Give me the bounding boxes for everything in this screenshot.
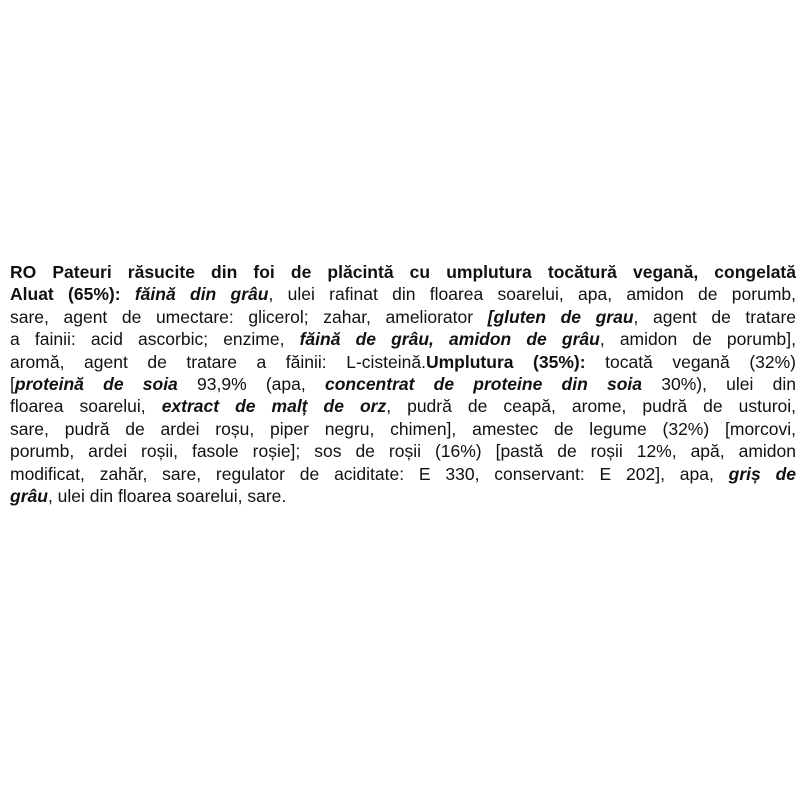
label-text: porumb, ardei roșii, fasole roșie]; sos de roșii (16%) [pastă de roșii 12%, apă, amidon (10, 441, 796, 462)
label-text: , agent de tratare (633, 306, 796, 327)
allergen-text: făină din grâu (134, 284, 269, 305)
allergen-text: concentrat de proteine din soia (324, 374, 643, 395)
heading-text: Aluat (65%): (10, 284, 135, 305)
label-text: sare, pudră de ardei roșu, piper negru, chimen], amestec de legume (32%) [morcovi, (10, 418, 796, 439)
label-line (10, 485, 796, 507)
heading-text: RO Pateuri răsucite din foi de plăcintă cu umplutura tocătură vegană, congelată (10, 262, 796, 282)
label-line (10, 328, 796, 350)
label-text: aromă, agent de tratare a făinii: L-cisteină. (10, 351, 426, 372)
label-text: , amidon de porumb], (599, 329, 796, 350)
label-text: , pudră de ceapă, arome, pudră de usturoi, (386, 396, 797, 417)
allergen-text: [gluten de grau (487, 306, 634, 327)
label-line (10, 306, 796, 328)
label-text: , ulei din floarea soarelui, sare. (47, 486, 287, 507)
label-text: tocată vegană (32%) (585, 351, 796, 372)
label-line (10, 351, 796, 373)
label-line (10, 463, 796, 485)
label-line (10, 418, 796, 440)
label-text: a fainii: acid ascorbic; enzime, (10, 329, 300, 350)
ingredient-label (10, 261, 796, 507)
label-line (10, 373, 796, 395)
heading-text: Umplutura (35%): (425, 351, 586, 372)
label-text: floarea soarelui, (10, 396, 162, 417)
allergen-text: făină de grâu, amidon de grâu (299, 329, 600, 350)
label-line (10, 440, 796, 462)
label-line (10, 261, 796, 283)
label-text: [ (10, 374, 15, 395)
label-text: sare, agent de umectare: glicerol; zahar, ameliorator (10, 306, 488, 327)
label-text: 30%), ulei din (642, 374, 796, 395)
label-line (10, 395, 796, 417)
label-line (10, 283, 796, 305)
label-text: , ulei rafinat din floarea soarelui, apa, amidon de porumb, (268, 284, 797, 305)
allergen-text: proteină de soia (14, 374, 178, 395)
allergen-text: extract de malț de orz (161, 396, 387, 417)
allergen-text: grâu (10, 486, 48, 507)
label-text: 93,9% (apa, (177, 374, 325, 395)
label-text: modificat, zahăr, sare, regulator de aciditate: E 330, conservant: E 202], apa, (10, 463, 729, 484)
allergen-text: griș de (728, 463, 796, 484)
